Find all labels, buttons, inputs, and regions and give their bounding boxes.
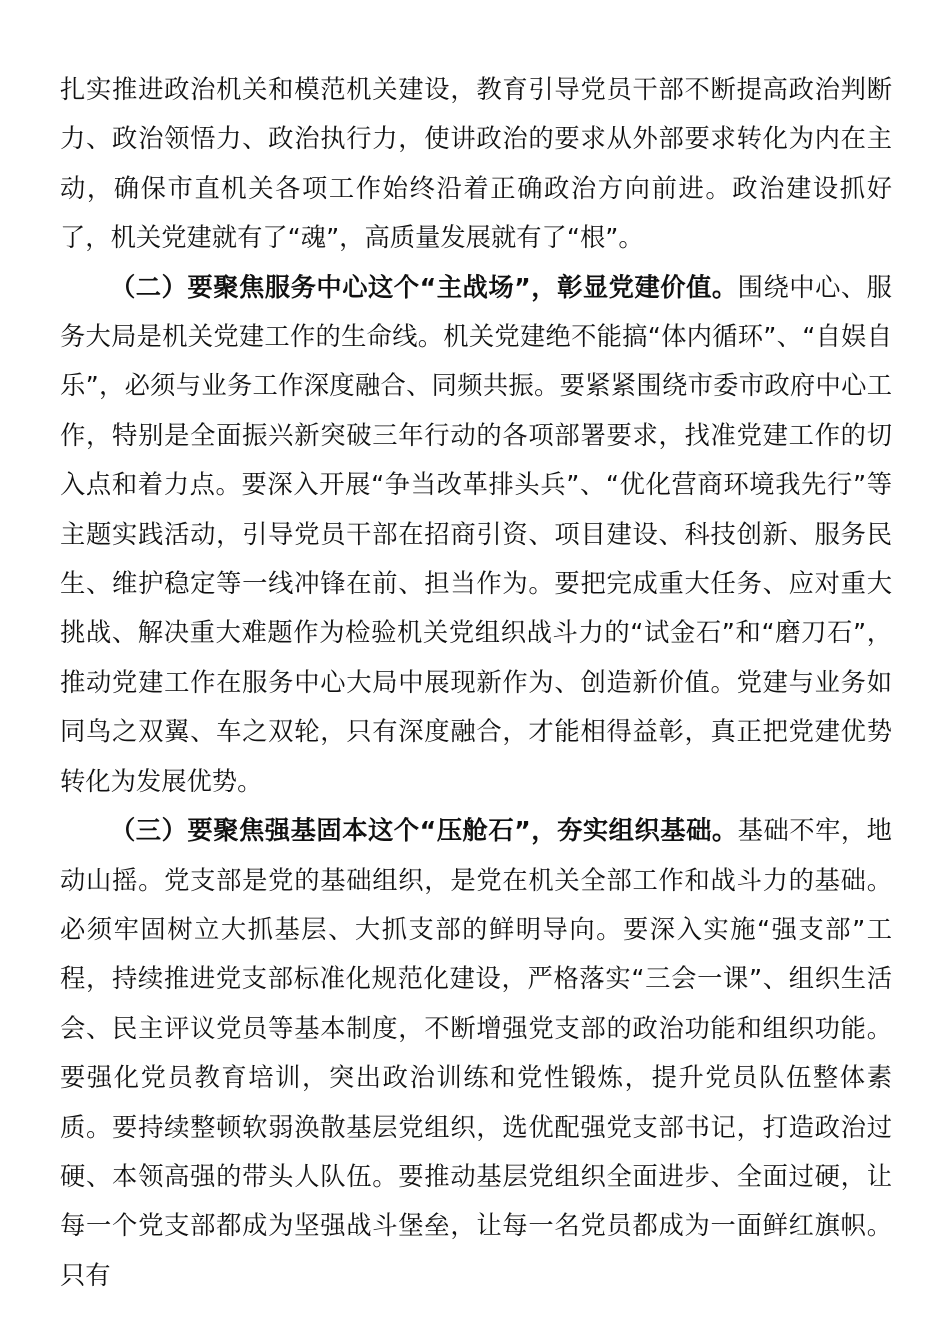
paragraph-text: 基础不牢，地动山摇。党支部是党的基础组织，是党在机关全部工作和战斗力的基础。必须牢固树立大抓基层、大抓支部的鲜明导向。要深入实施“强支部”工程，持续推进党支部标准化规范化建设，严格落实“三会一课”、组织生活会、民主评议党员等基本制度，不断增强党支部的政治功能和组织功能。要强化党员教育培训，突出政治训练和党性锻炼，提升党员队伍整体素质。要持续整顿软弱涣散基层党组织，选优配强党支部书记，打造政治过硬、本领高强的带头人队伍。要推动基层党组织全面进步、全面过硬，让每一个党支部都成为坚强战斗堡垒，让每一名党员都成为一面鲜红旗帜。只有 xyxy=(60,816,892,1290)
section-heading-strengthen-foundation: （三）要聚焦强基固本这个“压舱石”，夯实组织基础。 xyxy=(110,816,738,846)
paragraph-text: 围绕中心、服务大局是机关党建工作的生命线。机关党建绝不能搞“体内循环”、“自娱自乐”，必须与业务工作深度融合、同频共振。要紧紧围绕市委市政府中心工作，特别是全面振兴新突破三年行动的各项部署要求，找准党建工作的切入点和着力点。要深入开展“争当改革排头兵”、“优化营商环境我先行”等主题实践活动，引导党员干部在招商引资、项目建设、科技创新、服务民生、维护稳定等一线冲锋在前、担当作为。要把完成重大任务、应对重大挑战、解决重大难题作为检验机关党组织战斗力的“试金石”和“磨刀石”，推动党建工作在服务中心大局中展现新作为、创造新价值。党建与业务如同鸟之双翼、车之双轮，只有深度融合，才能相得益彰，真正把党建优势转化为发展优势。 xyxy=(60,272,892,796)
section-heading-service-center: （二）要聚焦服务中心这个“主战场”，彰显党建价值。 xyxy=(110,272,738,302)
paragraph-political-construction xyxy=(60,65,892,263)
paragraph-service-center xyxy=(60,263,892,806)
paragraph-strengthen-foundation xyxy=(60,806,892,1300)
paragraph-text: 扎实推进政治机关和模范机关建设，教育引导党员干部不断提高政治判断力、政治领悟力、政治执行力，使讲政治的要求从外部要求转化为内在主动，确保市直机关各项工作始终沿着正确政治方向前进。政治建设抓好了，机关党建就有了“魂”，高质量发展就有了“根”。 xyxy=(60,75,892,253)
document-page xyxy=(60,65,892,1300)
